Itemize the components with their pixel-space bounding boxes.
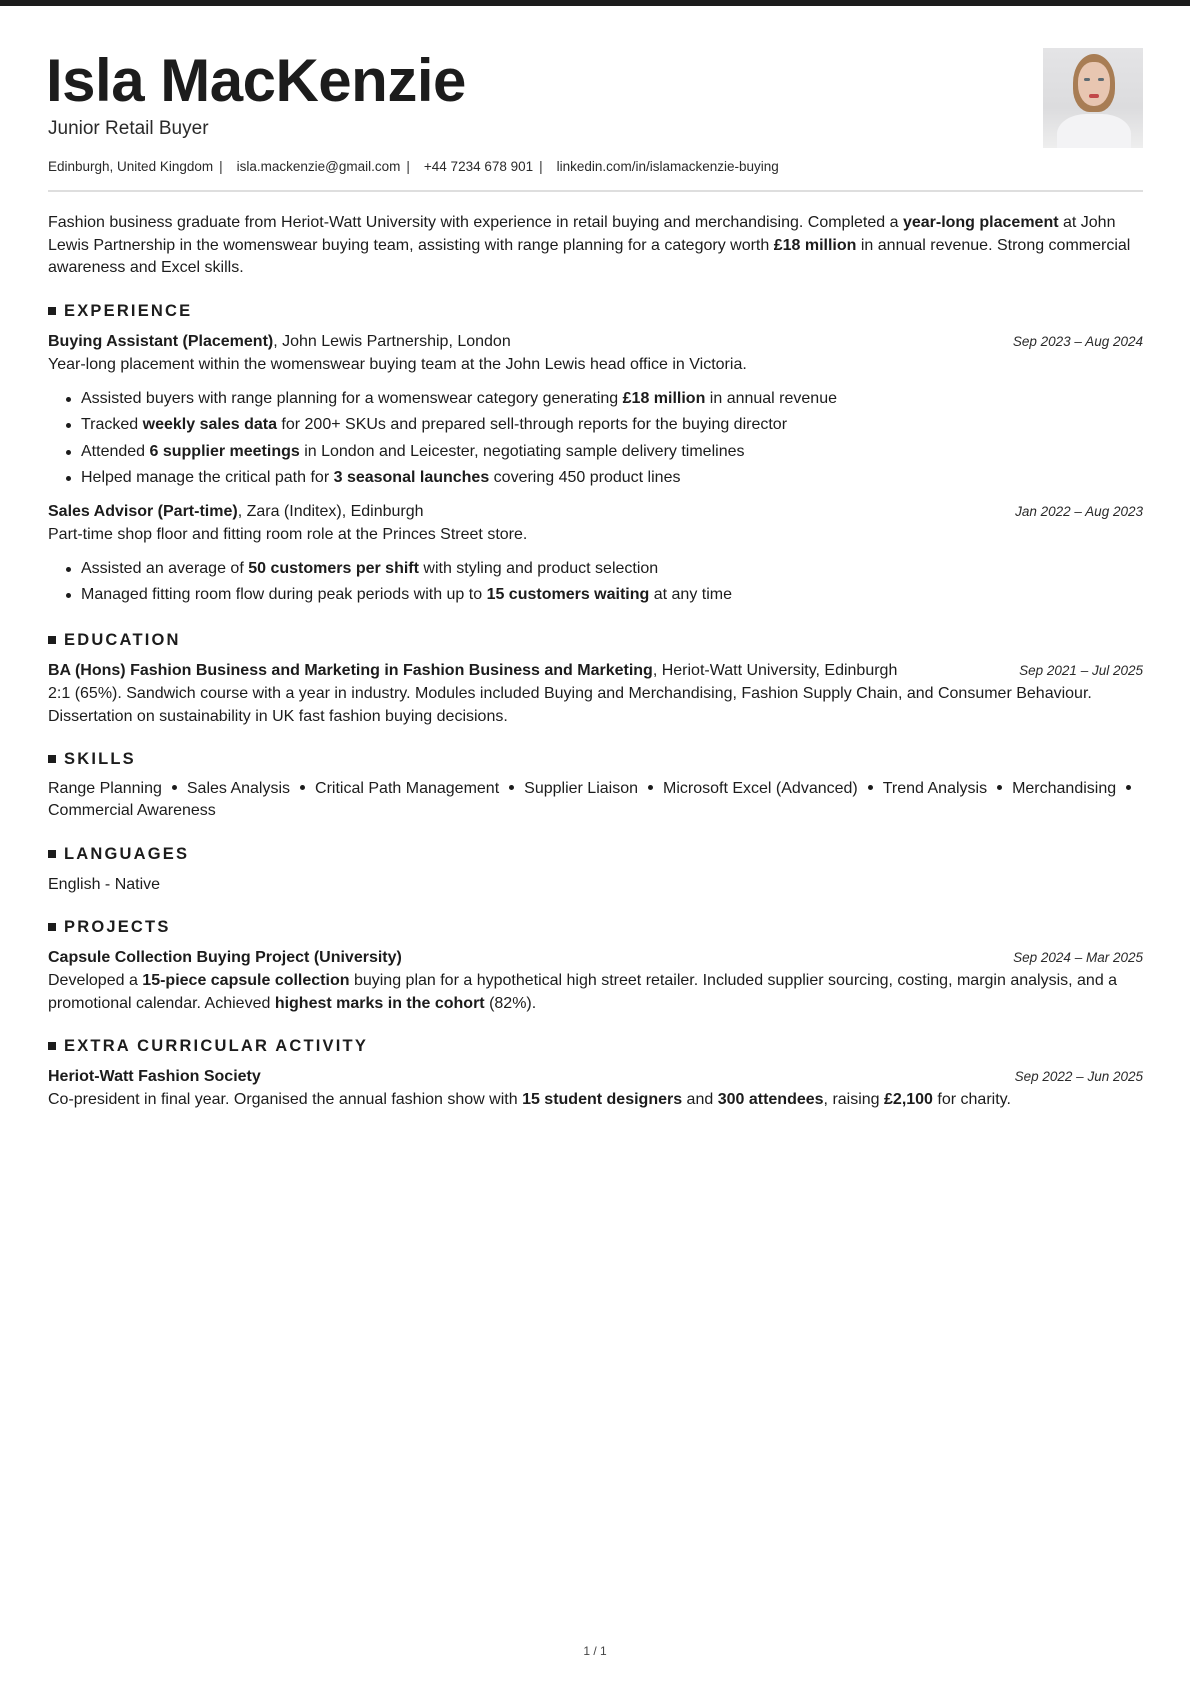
summary-text: Fashion business graduate from Heriot-Watt University with experience in retail buying and merchandising. Completed a <box>48 214 903 231</box>
entry-header <box>48 946 1143 969</box>
bullet-dot-icon <box>648 785 653 790</box>
bullet-dot-icon <box>509 785 514 790</box>
entry-org: , John Lewis Partnership, London <box>273 332 511 350</box>
photo-eye <box>1098 78 1104 81</box>
entry-header <box>48 500 1143 523</box>
list-item: Tracked weekly sales data for 200+ SKUs and prepared sell-through reports for the buying director <box>64 412 1143 439</box>
contact-location: Edinburgh, United Kingdom <box>48 159 214 174</box>
entry-header <box>48 659 1143 682</box>
skill-item: Commercial Awareness <box>48 802 216 819</box>
contact-linkedin[interactable]: linkedin.com/in/islamackenzie-buying <box>556 159 779 174</box>
contact-email[interactable]: isla.mackenzie@gmail.com <box>236 159 401 174</box>
resume-header <box>48 0 1143 192</box>
section-heading <box>48 916 1143 938</box>
contact-separator: | <box>539 159 543 174</box>
page-number: 1 / 1 <box>583 1644 607 1658</box>
square-bullet-icon <box>48 307 56 315</box>
contact-separator: | <box>406 159 410 174</box>
entry-description: 2:1 (65%). Sandwich course with a year in industry. Modules included Buying and Merchandising, Fashion Supply Chain, and Consumer Behaviour. Dissertation on sustainability in UK fast fashion buying decisions. <box>48 684 1092 725</box>
entry-org: , Zara (Inditex), Edinburgh <box>237 502 424 520</box>
photo-lips <box>1089 94 1099 98</box>
list-item: Assisted buyers with range planning for a womenswear category generating £18 million in annual revenue <box>64 386 1143 413</box>
bullet-dot-icon <box>868 785 873 790</box>
languages-section <box>48 843 1143 896</box>
skill-item: Trend Analysis <box>882 779 988 797</box>
entry-date: Jan 2022 – Aug 2023 <box>1015 503 1143 519</box>
experience-entry <box>48 500 1143 609</box>
project-name: Capsule Collection Buying Project (University) <box>48 948 402 966</box>
list-item: Assisted an average of 50 customers per shift with styling and product selection <box>64 556 1143 583</box>
entry-description: Developed a 15-piece capsule collection buying plan for a hypothetical high street retailer. Included supplier sourcing, costing, margin analysis, and a promotional calendar. Achieved highest marks in the cohort (82%). <box>48 971 1118 1012</box>
bullet-dot-icon <box>997 785 1002 790</box>
section-heading-label: EXPERIENCE <box>64 301 193 320</box>
profile-summary <box>48 212 1143 280</box>
entry-header <box>48 1065 1143 1088</box>
list-item: Managed fitting room flow during peak periods with up to 15 customers waiting at any time <box>64 582 1143 609</box>
entry-description: Part-time shop floor and fitting room role at the Princes Street store. <box>48 525 528 543</box>
achievement-list <box>64 556 1143 609</box>
projects-section <box>48 916 1143 1015</box>
resume-page <box>48 0 1143 1111</box>
job-title: Junior Retail Buyer <box>48 118 209 139</box>
contact-phone[interactable]: +44 7234 678 901 <box>423 159 534 174</box>
entry-role: Buying Assistant (Placement) <box>48 332 274 350</box>
section-heading-label: PROJECTS <box>64 917 171 936</box>
section-heading-label: EXTRA CURRICULAR ACTIVITY <box>64 1036 369 1055</box>
entry-org: , Heriot-Watt University, Edinburgh <box>652 661 898 679</box>
square-bullet-icon <box>48 850 56 858</box>
bullet-dot-icon <box>172 785 177 790</box>
section-heading <box>48 748 1143 770</box>
education-entry <box>48 659 1143 728</box>
candidate-name: Isla MacKenzie <box>46 47 466 114</box>
entry-role: Sales Advisor (Part-time) <box>48 502 238 520</box>
contact-line <box>48 158 779 176</box>
skill-item: Merchandising <box>1012 779 1117 797</box>
activity-entry <box>48 1065 1143 1111</box>
extracurricular-section <box>48 1035 1143 1111</box>
entry-description: Year-long placement within the womenswear buying team at the John Lewis head office in Victoria. <box>48 355 747 373</box>
photo-shoulders <box>1057 114 1131 148</box>
photo-eye <box>1084 78 1090 81</box>
square-bullet-icon <box>48 1042 56 1050</box>
bullet-dot-icon <box>300 785 305 790</box>
list-item: Helped manage the critical path for 3 seasonal launches covering 450 product lines <box>64 465 1143 492</box>
summary-text: in annual revenue. Strong commercial awareness and Excel skills. <box>48 236 1131 276</box>
skill-item: Range Planning <box>48 779 162 797</box>
entry-header <box>48 330 1143 353</box>
entry-date: Sep 2024 – Mar 2025 <box>1013 949 1143 965</box>
activity-name: Heriot-Watt Fashion Society <box>48 1067 261 1085</box>
section-heading-label: EDUCATION <box>64 630 181 649</box>
square-bullet-icon <box>48 755 56 763</box>
skill-item: Critical Path Management <box>315 779 500 797</box>
skill-item: Sales Analysis <box>186 779 291 797</box>
section-heading <box>48 629 1143 651</box>
summary-highlight: year-long placement <box>902 214 1059 231</box>
list-item: Attended 6 supplier meetings in London and Leicester, negotiating sample delivery timelines <box>64 439 1143 466</box>
language-item: English - Native <box>48 875 161 893</box>
photo-face <box>1078 62 1110 106</box>
section-heading <box>48 300 1143 322</box>
skills-list <box>48 778 1143 823</box>
bullet-dot-icon <box>1126 785 1131 790</box>
entry-degree: BA (Hons) Fashion Business and Marketing in Fashion Business and Marketing <box>48 661 653 679</box>
entry-date: Sep 2021 – Jul 2025 <box>1019 662 1143 678</box>
contact-separator: | <box>219 159 223 174</box>
summary-text: at John Lewis Partnership in the womenswear buying team, assisting with range planning for a category worth <box>48 214 1116 254</box>
experience-entry <box>48 330 1143 492</box>
skill-item: Supplier Liaison <box>524 779 638 797</box>
skill-item: Microsoft Excel (Advanced) <box>663 779 858 797</box>
section-heading-label: LANGUAGES <box>64 844 190 863</box>
profile-photo <box>1043 48 1143 148</box>
entry-description: Co-president in final year. Organised the annual fashion show with 15 student designers and 300 attendees, raising £2,100 for charity. <box>48 1090 1011 1108</box>
summary-highlight: £18 million <box>773 236 857 254</box>
square-bullet-icon <box>48 636 56 644</box>
education-section <box>48 629 1143 728</box>
experience-section <box>48 300 1143 609</box>
project-entry <box>48 946 1143 1015</box>
section-heading <box>48 843 1143 865</box>
square-bullet-icon <box>48 923 56 931</box>
entry-date: Sep 2022 – Jun 2025 <box>1014 1068 1143 1084</box>
entry-date: Sep 2023 – Aug 2024 <box>1012 333 1143 349</box>
section-heading <box>48 1035 1143 1057</box>
section-heading-label: SKILLS <box>64 749 136 768</box>
skills-section <box>48 748 1143 823</box>
achievement-list <box>64 386 1143 492</box>
